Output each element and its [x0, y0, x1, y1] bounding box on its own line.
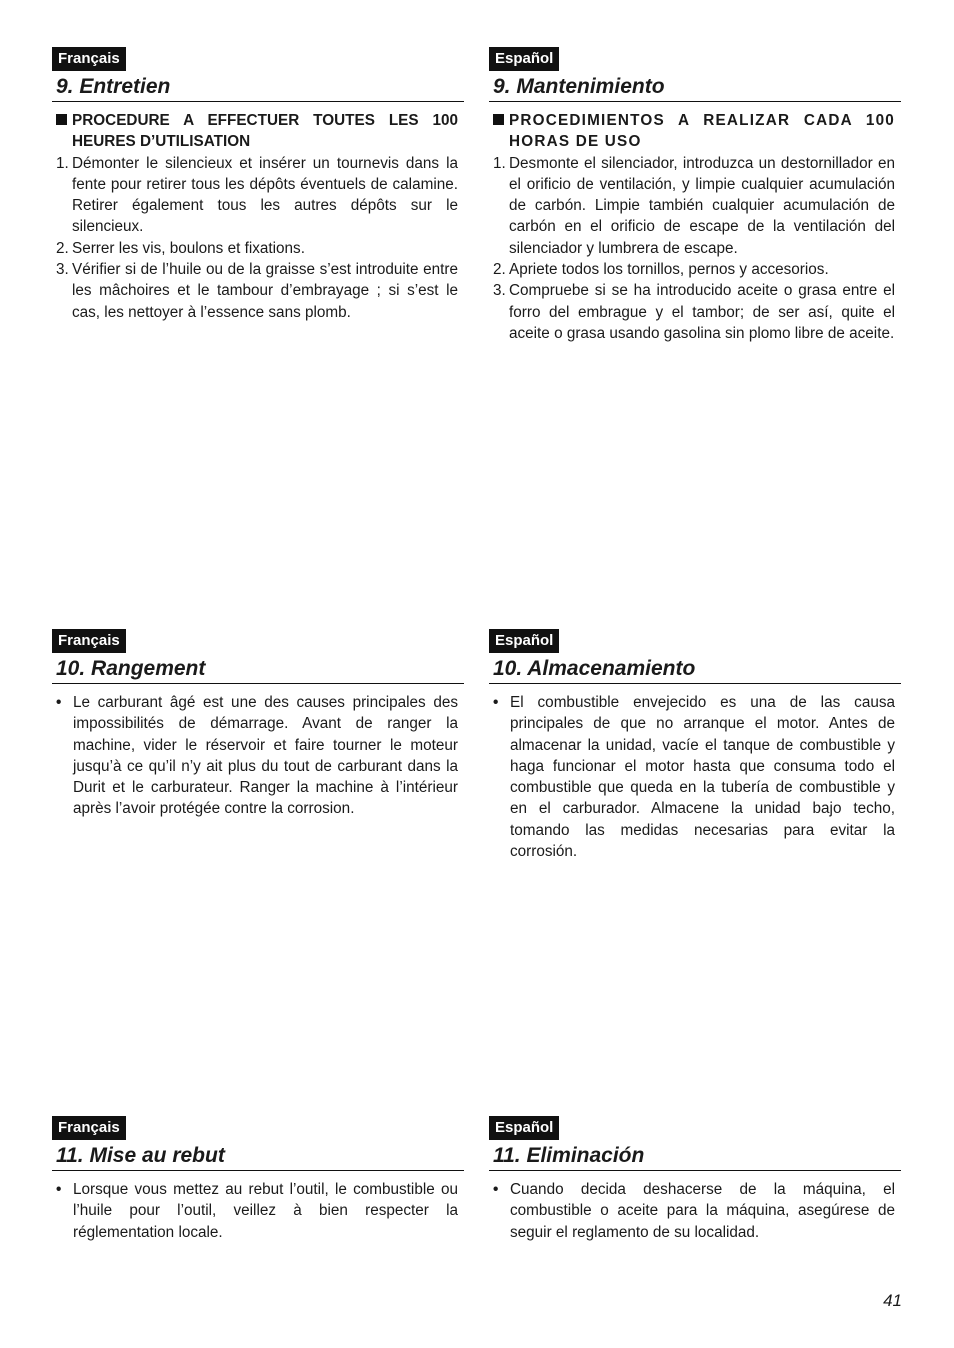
procedure-heading: PROCEDIMIENTOS A REALIZAR CADA 100 HORAS DE USO — [491, 110, 895, 153]
language-tag-es: Español — [489, 1116, 559, 1140]
section-title: 11. Mise au rebut — [52, 1144, 464, 1171]
square-bullet-icon — [493, 114, 504, 125]
list-item: 3. Compruebe si se ha introducido aceite o grasa entre el forro del embrague y el tambor; de ser así, quite el aceite o grasa usando gasolina sin plomo libre de aceite. — [493, 282, 895, 342]
section-body — [52, 110, 462, 323]
section-title: 10. Almacenamiento — [489, 657, 901, 684]
list-item: • Le carburant âgé est une des causes principales des impossibilités de démarrage. Avant de ranger la machine, vider le réservoir et faire tourner le moteur jusqu’à ce qu’il n’y ait plus du tout de carburant dans la Durit et le carburateur. Ranger la machine à l’intérieur après l’avoir protégée contre la corrosion. — [56, 694, 458, 818]
list-item: 2. Apriete todos los tornillos, pernos y accesorios. — [493, 261, 829, 279]
list-item: 1. Desmonte el silenciador, introduzca un destornillador en el orificio de ventilación, y limpie cualquier acumulación de carbón. Limpie también cualquier acumulación de carbón en el orificio de escape de la ventilación del silenciador y lumbrera de escape. — [493, 154, 895, 257]
section-title: 10. Rangement — [52, 657, 464, 684]
section-title: 11. Eliminación — [489, 1144, 901, 1171]
language-tag-fr: Français — [52, 629, 126, 653]
section-storage-es — [489, 629, 899, 862]
language-tag-es: Español — [489, 629, 559, 653]
section-maintenance-es — [489, 47, 899, 344]
section-body — [52, 692, 462, 820]
list-item: 1. Démonter le silencieux et insérer un tournevis dans la fente pour retirer tous les dépôts éventuels de calamine. Retirer également tous les autres dépôts sur le silencieux. — [56, 154, 458, 236]
list-item: 2. Serrer les vis, boulons et fixations. — [56, 239, 305, 257]
section-body — [489, 1179, 899, 1243]
section-maintenance-fr — [52, 47, 462, 323]
list-item: • Lorsque vous mettez au rebut l’outil, le combustible ou l’huile pour l’outil, veillez à bien respecter la réglementation locale. — [56, 1181, 458, 1241]
section-disposal-es — [489, 1116, 899, 1243]
section-title: 9. Entretien — [52, 75, 464, 102]
section-disposal-fr — [52, 1116, 462, 1243]
list-item: 3. Vérifier si de l’huile ou de la graisse s’est introduite entre les mâchoires et le tambour d’embrayage ; si s’est le cas, les nettoyer à l’essence sans plomb. — [56, 261, 458, 321]
language-tag-fr: Français — [52, 47, 126, 71]
section-body — [52, 1179, 462, 1243]
procedure-heading: PROCEDURE A EFFECTUER TOUTES LES 100 HEURES D’UTILISATION — [54, 110, 458, 153]
language-tag-fr: Français — [52, 1116, 126, 1140]
section-body — [489, 110, 899, 344]
language-tag-es: Español — [489, 47, 559, 71]
list-item: • El combustible envejecido es una de las causa principales de que no arranque el motor. Antes de almacenar la unidad, vacíe el tanque de combustible y haga funcionar el motor hasta que consuma todo el combustible que queda en la tubería de combustible y en el carburador. Almacene la unidad bajo techo, tomando las medidas necesarias para evitar la corrosión. — [493, 694, 895, 861]
page-number: 41 — [883, 1291, 902, 1310]
section-storage-fr — [52, 629, 462, 820]
section-body — [489, 692, 899, 862]
section-title: 9. Mantenimiento — [489, 75, 901, 102]
list-item: • Cuando decida deshacerse de la máquina, el combustible o aceite para la máquina, asegúrese de seguir el reglamento de su localidad. — [493, 1181, 895, 1241]
square-bullet-icon — [56, 114, 67, 125]
